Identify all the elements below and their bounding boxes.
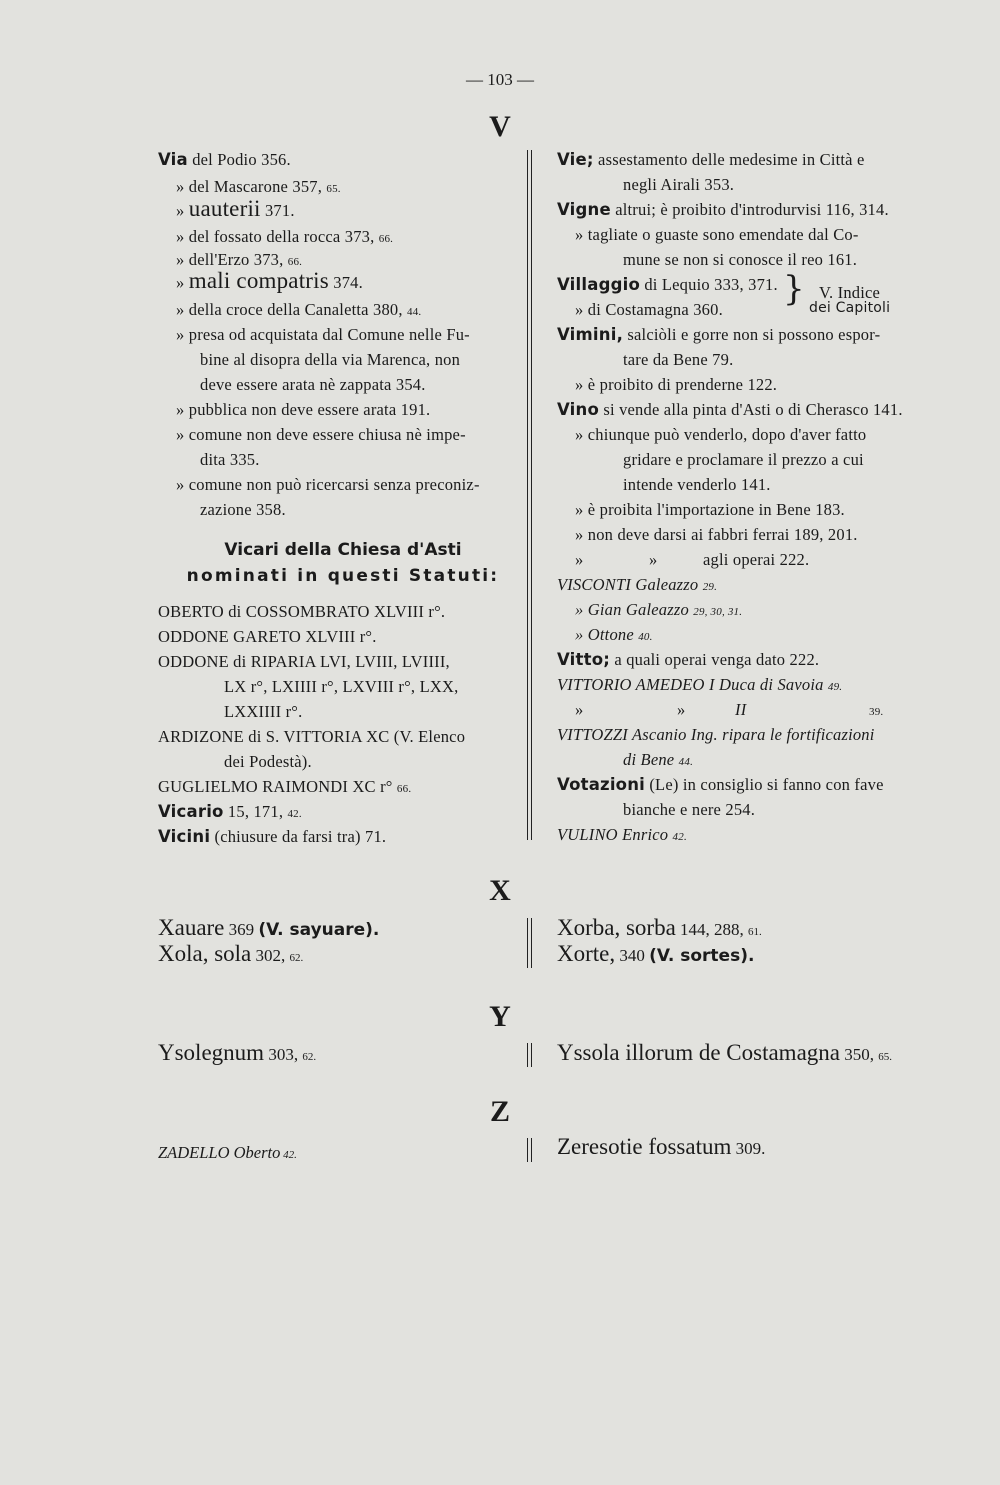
vicar-entry: OBERTO di COSSOMBRATO XLVIII r°. bbox=[158, 602, 446, 621]
index-entry bbox=[176, 250, 302, 270]
headword: Via bbox=[158, 150, 188, 169]
page-number: — 103 — bbox=[466, 70, 534, 89]
index-entry-xorte bbox=[557, 941, 754, 967]
index-entry-xola bbox=[158, 941, 303, 967]
vicari-heading-line-1: Vicari della Chiesa d'Asti bbox=[224, 540, 462, 560]
section-letter-y: Y bbox=[489, 1000, 511, 1033]
index-entry-vitto bbox=[557, 650, 819, 670]
entry-text: salciòli e gorre non si possono espor- bbox=[623, 325, 881, 344]
headword: Vie; bbox=[557, 150, 594, 169]
index-entry: » è proibita l'importazione in Bene 183. bbox=[575, 500, 845, 519]
headword: Vimini, bbox=[557, 325, 624, 344]
entry-text: (Le) in consiglio si fanno con fave bbox=[645, 775, 884, 794]
index-entry-zeresotie bbox=[557, 1134, 765, 1160]
index-entry-continued: dita 335. bbox=[200, 450, 260, 469]
index-entry-continued: gridare e proclamare il prezzo a cui bbox=[623, 450, 864, 469]
index-entry-via bbox=[158, 150, 291, 170]
entry-ref: 369 bbox=[224, 920, 259, 939]
entry-term: Xorba, sorba bbox=[557, 915, 676, 940]
index-entry-continued: deve essere arata nè zappata 354. bbox=[200, 375, 426, 394]
entry-text: 371. bbox=[260, 201, 295, 220]
entry-ref bbox=[869, 700, 883, 720]
entry-ref: 66. bbox=[378, 233, 394, 245]
index-entry: » pubblica non deve essere arata 191. bbox=[176, 400, 431, 419]
column-divider-y bbox=[527, 1043, 532, 1067]
headword: Vitto; bbox=[557, 650, 611, 669]
curly-brace-icon: } bbox=[783, 269, 805, 309]
latin-term: mali compatris bbox=[188, 268, 329, 293]
entry-text: si vende alla pinta d'Asti o di Cherasco 141. bbox=[599, 400, 903, 419]
entry-term: Zeresotie fossatum bbox=[557, 1134, 732, 1159]
entry-text: » dell'Erzo 373, bbox=[176, 250, 288, 269]
section-letter-x: X bbox=[489, 874, 511, 907]
index-entry-vittozzi: VITTOZZI Ascanio Ing. ripara le fortificazioni bbox=[557, 725, 875, 744]
entry-text: (chiusure da farsi tra) 71. bbox=[210, 827, 387, 846]
index-entry: agli operai 222. bbox=[703, 550, 810, 569]
index-entry-vulino bbox=[557, 825, 687, 845]
headword: Vicini bbox=[158, 827, 211, 846]
right-column-v bbox=[557, 0, 927, 860]
index-entry-zadello bbox=[158, 1143, 297, 1163]
section-letter-v: V bbox=[489, 110, 511, 143]
index-entry-vino bbox=[557, 400, 903, 420]
headword: Vicario bbox=[158, 802, 224, 821]
section-letter-z: Z bbox=[489, 1095, 510, 1128]
index-entry bbox=[575, 600, 742, 620]
entry-term: Xorte, bbox=[557, 941, 616, 966]
index-entry-xauare bbox=[158, 915, 379, 941]
index-entry-continued: tare da Bene 79. bbox=[623, 350, 734, 369]
entry-text: VISCONTI Galeazzo bbox=[557, 575, 703, 594]
entry-ref: 49. bbox=[827, 681, 843, 693]
index-entry-villaggio bbox=[557, 275, 778, 295]
index-entry-vicario bbox=[158, 802, 302, 822]
entry-ref: 350, bbox=[840, 1045, 879, 1064]
index-entry: » è proibito di prenderne 122. bbox=[575, 375, 778, 394]
ditto-mark: » bbox=[575, 550, 584, 569]
index-entry-continued: bianche e nere 254. bbox=[623, 800, 756, 819]
entry-ref: 62. bbox=[302, 1051, 317, 1063]
entry-text: 374. bbox=[328, 273, 363, 292]
entry-term: Xola, sola bbox=[158, 941, 252, 966]
entry-ref: 144, 288, bbox=[675, 920, 749, 939]
cross-reference: (V. sayuare). bbox=[258, 920, 380, 940]
entry-text: di Bene bbox=[623, 750, 679, 769]
entry-text: » Ottone bbox=[575, 625, 639, 644]
column-divider-v bbox=[527, 150, 532, 840]
index-entry-continued: zazione 358. bbox=[200, 500, 286, 519]
entry-text: di Lequio 333, 371. bbox=[640, 275, 778, 294]
vicar-entry-continued: LXXIIII r°. bbox=[224, 702, 303, 721]
index-entry: » di Costamagna 360. bbox=[575, 300, 723, 319]
index-entry: » chiunque può venderlo, dopo d'aver fatto bbox=[575, 425, 867, 444]
entry-text: a quali operai venga dato 222. bbox=[610, 650, 820, 669]
entry-ref: 303, bbox=[264, 1045, 303, 1064]
entry-ref: 39. bbox=[869, 706, 884, 718]
index-entry-continued: intende venderlo 141. bbox=[623, 475, 771, 494]
entry-ref: 340 bbox=[615, 946, 650, 965]
entry-ref: 29, 30, 31. bbox=[693, 606, 743, 618]
headword: Vino bbox=[557, 400, 600, 419]
cross-reference: dei Capitoli bbox=[809, 300, 891, 316]
entry-ref: 66. bbox=[396, 783, 412, 795]
left-column-v bbox=[158, 0, 528, 860]
index-entry: II bbox=[735, 700, 747, 719]
entry-term: Yssola illorum de Costamagna bbox=[557, 1040, 840, 1065]
index-entry-continued: mune se non si conosce il reo 161. bbox=[623, 250, 858, 269]
vicar-entry: ODDONE di RIPARIA LVI, LVIII, LVIIII, bbox=[158, 652, 450, 671]
entry-text: VULINO Enrico bbox=[557, 825, 673, 844]
vicar-entry bbox=[158, 777, 411, 797]
headword: Vigne bbox=[557, 200, 611, 219]
entry-ref: 29. bbox=[702, 581, 718, 593]
entry-text: » del Mascarone 357, bbox=[176, 177, 327, 196]
vicar-entry-continued: LX r°, LXIIII r°, LXVIII r°, LXX, bbox=[224, 677, 459, 696]
entry-text: ZADELLO Oberto bbox=[158, 1143, 281, 1162]
entry-ref: 42. bbox=[280, 1149, 297, 1161]
index-entry bbox=[176, 268, 363, 294]
index-entry: » comune non deve essere chiusa nè impe- bbox=[176, 425, 466, 444]
entry-text: » Gian Galeazzo bbox=[575, 600, 694, 619]
entry-text: del Podio 356. bbox=[187, 150, 291, 169]
ditto-mark: » bbox=[575, 700, 584, 719]
index-entry bbox=[575, 625, 653, 645]
ditto-mark: » bbox=[649, 550, 658, 569]
index-entry: » comune non può ricercarsi senza preconiz- bbox=[176, 475, 480, 494]
index-entry-continued bbox=[623, 750, 693, 770]
entry-ref: 44. bbox=[678, 756, 694, 768]
index-entry bbox=[176, 177, 341, 197]
vicar-entry: ODDONE GARETO XLVIII r°. bbox=[158, 627, 377, 646]
entry-text: » della croce della Canaletta 380, bbox=[176, 300, 408, 319]
entry-ref: 66. bbox=[287, 256, 303, 268]
entry-ref: 44. bbox=[407, 306, 422, 318]
vicar-entry-continued: dei Podestà). bbox=[224, 752, 312, 771]
entry-ref: 302, bbox=[251, 946, 290, 965]
entry-text: assestamento delle medesime in Città e bbox=[593, 150, 865, 169]
entry-text: VITTORIO AMEDEO I Duca di Savoia bbox=[557, 675, 828, 694]
index-entry-votazioni bbox=[557, 775, 884, 795]
entry-ref: 40. bbox=[638, 631, 653, 643]
ditto-mark: » bbox=[677, 700, 686, 719]
entry-term: Xauare bbox=[158, 915, 225, 940]
index-entry bbox=[176, 300, 421, 320]
entry-text: altrui; è proibito d'introdurvisi 116, 314. bbox=[610, 200, 889, 219]
entry-text: 15, 171, bbox=[223, 802, 288, 821]
entry-text: » bbox=[176, 273, 189, 292]
entry-text: GUGLIELMO RAIMONDI XC r° bbox=[158, 777, 397, 796]
entry-text: » del fossato della rocca 373, bbox=[176, 227, 379, 246]
index-entry-vittorio bbox=[557, 675, 842, 695]
vicar-entry: ARDIZONE di S. VITTORIA XC (V. Elenco bbox=[158, 727, 466, 746]
entry-ref: 65. bbox=[878, 1051, 892, 1063]
index-entry-vicini bbox=[158, 827, 386, 847]
index-entry-ysolegnum bbox=[158, 1040, 316, 1066]
index-entry-continued: negli Airali 353. bbox=[623, 175, 735, 194]
column-divider-x bbox=[527, 918, 532, 968]
index-entry: » tagliate o guaste sono emendate dal Co- bbox=[575, 225, 859, 244]
index-entry: » non deve darsi ai fabbri ferrai 189, 201. bbox=[575, 525, 858, 544]
headword: Votazioni bbox=[557, 775, 646, 794]
index-entry: » presa od acquistata dal Comune nelle Fu- bbox=[176, 325, 470, 344]
entry-ref: 61. bbox=[748, 926, 762, 938]
index-entry bbox=[176, 196, 295, 222]
index-entry-vimini bbox=[557, 325, 880, 345]
column-divider-z bbox=[527, 1138, 532, 1162]
index-entry-vigne bbox=[557, 200, 889, 220]
index-entry-vie bbox=[557, 150, 865, 170]
entry-ref: 42. bbox=[287, 808, 302, 820]
index-entry-xorba bbox=[557, 915, 762, 941]
index-entry-yssola bbox=[557, 1040, 892, 1066]
entry-text: » bbox=[176, 201, 189, 220]
index-entry bbox=[176, 227, 393, 247]
entry-term: Ysolegnum bbox=[158, 1040, 265, 1065]
vicari-heading-line-2: nominati in questi Statuti: bbox=[186, 566, 500, 586]
cross-reference: (V. sortes). bbox=[649, 946, 755, 966]
latin-term: uauterii bbox=[188, 196, 261, 221]
index-entry-visconti bbox=[557, 575, 717, 595]
entry-ref: 42. bbox=[672, 831, 687, 843]
headword: Villaggio bbox=[557, 275, 640, 294]
index-entry-continued: bine al disopra della via Marenca, non bbox=[200, 350, 461, 369]
entry-ref: 62. bbox=[289, 952, 304, 964]
entry-ref: 65. bbox=[326, 183, 341, 195]
entry-ref: 309. bbox=[731, 1139, 766, 1158]
cross-reference: V. Indice bbox=[819, 283, 881, 302]
